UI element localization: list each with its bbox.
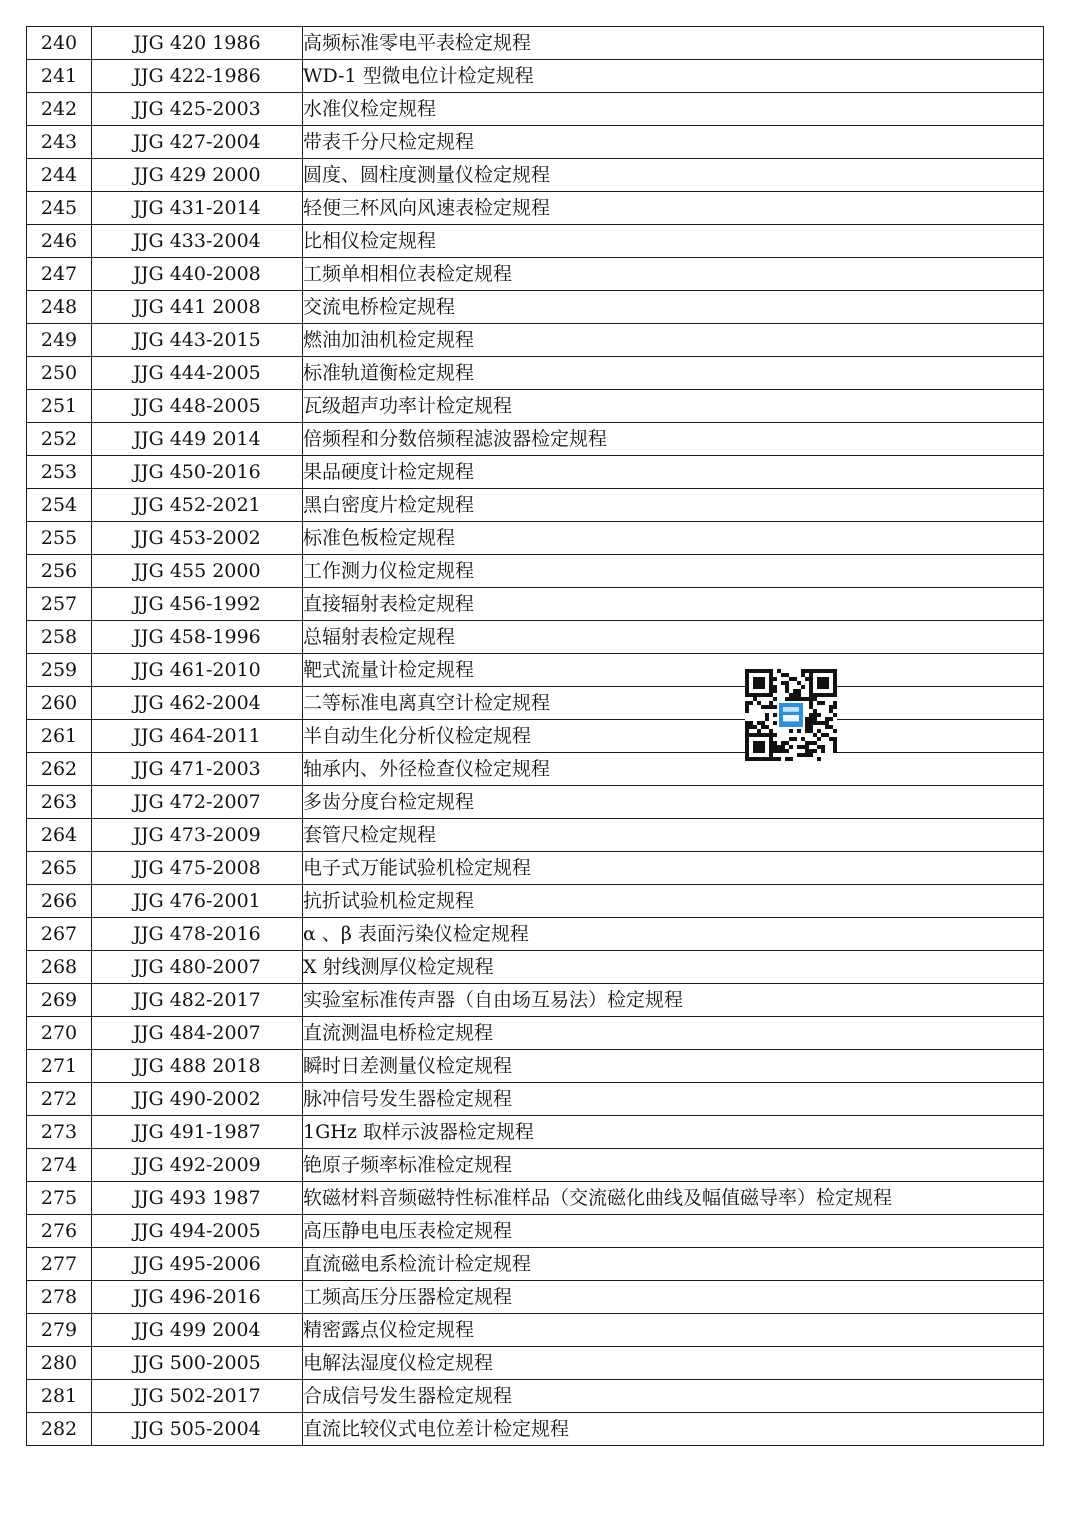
regulation-code: JJG 484-2007 — [92, 1017, 303, 1050]
row-number: 256 — [27, 555, 92, 588]
table-row — [27, 522, 1044, 555]
row-number: 266 — [27, 885, 92, 918]
row-number: 264 — [27, 819, 92, 852]
regulation-code: JJG 492-2009 — [92, 1149, 303, 1182]
regulation-name: 脉冲信号发生器检定规程 — [303, 1083, 1044, 1116]
table-row — [27, 1380, 1044, 1413]
table-row — [27, 819, 1044, 852]
row-number: 248 — [27, 291, 92, 324]
regulation-name: 精密露点仪检定规程 — [303, 1314, 1044, 1347]
row-number: 252 — [27, 423, 92, 456]
table-row — [27, 687, 1044, 720]
regulation-code: JJG 496-2016 — [92, 1281, 303, 1314]
row-number: 280 — [27, 1347, 92, 1380]
row-number: 269 — [27, 984, 92, 1017]
row-number: 268 — [27, 951, 92, 984]
regulation-code: JJG 443-2015 — [92, 324, 303, 357]
table-row — [27, 918, 1044, 951]
table-row — [27, 258, 1044, 291]
regulation-code: JJG 429 2000 — [92, 159, 303, 192]
regulation-code: JJG 431-2014 — [92, 192, 303, 225]
regulation-code: JJG 458-1996 — [92, 621, 303, 654]
row-number: 262 — [27, 753, 92, 786]
table-row — [27, 654, 1044, 687]
table-row — [27, 456, 1044, 489]
regulation-name: 工频高压分压器检定规程 — [303, 1281, 1044, 1314]
regulation-code: JJG 505-2004 — [92, 1413, 303, 1446]
qr-code-icon — [745, 669, 837, 761]
row-number: 271 — [27, 1050, 92, 1083]
table-row — [27, 357, 1044, 390]
table-row — [27, 588, 1044, 621]
table-row — [27, 390, 1044, 423]
regulation-code: JJG 472-2007 — [92, 786, 303, 819]
regulation-code: JJG 452-2021 — [92, 489, 303, 522]
table-row — [27, 852, 1044, 885]
row-number: 249 — [27, 324, 92, 357]
table-row — [27, 126, 1044, 159]
row-number: 258 — [27, 621, 92, 654]
regulation-code: JJG 427-2004 — [92, 126, 303, 159]
regulation-code: JJG 448-2005 — [92, 390, 303, 423]
row-number: 277 — [27, 1248, 92, 1281]
row-number: 250 — [27, 357, 92, 390]
table-row — [27, 1182, 1044, 1215]
regulation-name: 瞬时日差测量仪检定规程 — [303, 1050, 1044, 1083]
regulation-code: JJG 449 2014 — [92, 423, 303, 456]
regulation-code: JJG 490-2002 — [92, 1083, 303, 1116]
regulation-name: X 射线测厚仪检定规程 — [303, 951, 1044, 984]
regulation-name: 总辐射表检定规程 — [303, 621, 1044, 654]
regulation-name: α 、β 表面污染仪检定规程 — [303, 918, 1044, 951]
regulation-name: 带表千分尺检定规程 — [303, 126, 1044, 159]
table-row — [27, 324, 1044, 357]
regulation-name: 实验室标准传声器（自由场互易法）检定规程 — [303, 984, 1044, 1017]
row-number: 278 — [27, 1281, 92, 1314]
regulation-code: JJG 478-2016 — [92, 918, 303, 951]
row-number: 270 — [27, 1017, 92, 1050]
regulation-name: 瓦级超声功率计检定规程 — [303, 390, 1044, 423]
table-row — [27, 489, 1044, 522]
regulation-code: JJG 494-2005 — [92, 1215, 303, 1248]
regulation-name: 高频标准零电平表检定规程 — [303, 27, 1044, 60]
regulation-name: 燃油加油机检定规程 — [303, 324, 1044, 357]
regulation-code: JJG 433-2004 — [92, 225, 303, 258]
table-row — [27, 1017, 1044, 1050]
regulation-code: JJG 493 1987 — [92, 1182, 303, 1215]
row-number: 274 — [27, 1149, 92, 1182]
regulation-name: 标准色板检定规程 — [303, 522, 1044, 555]
regulation-name: 多齿分度台检定规程 — [303, 786, 1044, 819]
row-number: 259 — [27, 654, 92, 687]
regulation-code: JJG 473-2009 — [92, 819, 303, 852]
regulation-code: JJG 444-2005 — [92, 357, 303, 390]
regulation-name: 合成信号发生器检定规程 — [303, 1380, 1044, 1413]
regulation-name: 套管尺检定规程 — [303, 819, 1044, 852]
table-row — [27, 984, 1044, 1017]
regulation-name: 半自动生化分析仪检定规程 — [303, 720, 1044, 753]
regulation-name: 交流电桥检定规程 — [303, 291, 1044, 324]
regulation-name: 工频单相相位表检定规程 — [303, 258, 1044, 291]
row-number: 240 — [27, 27, 92, 60]
regulation-code: JJG 440-2008 — [92, 258, 303, 291]
regulation-name: 软磁材料音频磁特性标准样品（交流磁化曲线及幅值磁导率）检定规程 — [303, 1182, 1044, 1215]
table-row — [27, 93, 1044, 126]
regulation-name: 1GHz 取样示波器检定规程 — [303, 1116, 1044, 1149]
regulation-code: JJG 499 2004 — [92, 1314, 303, 1347]
regulation-code: JJG 441 2008 — [92, 291, 303, 324]
regulation-code: JJG 456-1992 — [92, 588, 303, 621]
regulation-code: JJG 420 1986 — [92, 27, 303, 60]
regulation-code: JJG 482-2017 — [92, 984, 303, 1017]
table-row — [27, 1215, 1044, 1248]
row-number: 245 — [27, 192, 92, 225]
regulation-code: JJG 461-2010 — [92, 654, 303, 687]
regulation-name: 高压静电电压表检定规程 — [303, 1215, 1044, 1248]
regulation-code: JJG 425-2003 — [92, 93, 303, 126]
table-row — [27, 1050, 1044, 1083]
row-number: 241 — [27, 60, 92, 93]
table-row — [27, 225, 1044, 258]
regulation-code: JJG 495-2006 — [92, 1248, 303, 1281]
regulation-name: 比相仪检定规程 — [303, 225, 1044, 258]
row-number: 279 — [27, 1314, 92, 1347]
table-row — [27, 753, 1044, 786]
table-row — [27, 951, 1044, 984]
regulation-name: 直流磁电系检流计检定规程 — [303, 1248, 1044, 1281]
row-number: 276 — [27, 1215, 92, 1248]
table-row — [27, 1413, 1044, 1446]
regulation-name: 轻便三杯风向风速表检定规程 — [303, 192, 1044, 225]
regulation-table-body — [27, 27, 1044, 1446]
table-row — [27, 1347, 1044, 1380]
table-row — [27, 1314, 1044, 1347]
row-number: 267 — [27, 918, 92, 951]
table-row — [27, 192, 1044, 225]
regulation-name: 黑白密度片检定规程 — [303, 489, 1044, 522]
row-number: 253 — [27, 456, 92, 489]
regulation-code: JJG 502-2017 — [92, 1380, 303, 1413]
regulation-name: 抗折试验机检定规程 — [303, 885, 1044, 918]
regulation-code: JJG 422-1986 — [92, 60, 303, 93]
regulation-name: 工作测力仪检定规程 — [303, 555, 1044, 588]
table-row — [27, 786, 1044, 819]
regulation-code: JJG 476-2001 — [92, 885, 303, 918]
table-row — [27, 720, 1044, 753]
row-number: 260 — [27, 687, 92, 720]
table-row — [27, 159, 1044, 192]
regulation-name: 倍频程和分数倍频程滤波器检定规程 — [303, 423, 1044, 456]
regulation-name: 标准轨道衡检定规程 — [303, 357, 1044, 390]
row-number: 275 — [27, 1182, 92, 1215]
regulation-name: WD-1 型微电位计检定规程 — [303, 60, 1044, 93]
row-number: 247 — [27, 258, 92, 291]
row-number: 261 — [27, 720, 92, 753]
table-row — [27, 60, 1044, 93]
row-number: 246 — [27, 225, 92, 258]
table-row — [27, 1083, 1044, 1116]
regulation-code: JJG 450-2016 — [92, 456, 303, 489]
qr-code-graphic — [745, 669, 837, 761]
regulation-name: 靶式流量计检定规程 — [303, 654, 1044, 687]
regulation-code: JJG 453-2002 — [92, 522, 303, 555]
regulation-code: JJG 491-1987 — [92, 1116, 303, 1149]
regulation-code: JJG 455 2000 — [92, 555, 303, 588]
row-number: 244 — [27, 159, 92, 192]
table-row — [27, 1116, 1044, 1149]
row-number: 255 — [27, 522, 92, 555]
regulation-code: JJG 488 2018 — [92, 1050, 303, 1083]
table-row — [27, 291, 1044, 324]
row-number: 254 — [27, 489, 92, 522]
regulation-code: JJG 475-2008 — [92, 852, 303, 885]
regulation-name: 铯原子频率标准检定规程 — [303, 1149, 1044, 1182]
regulation-name: 电子式万能试验机检定规程 — [303, 852, 1044, 885]
table-row — [27, 1281, 1044, 1314]
regulation-name: 二等标准电离真空计检定规程 — [303, 687, 1044, 720]
table-row — [27, 555, 1044, 588]
regulation-name: 直流测温电桥检定规程 — [303, 1017, 1044, 1050]
table-row — [27, 885, 1044, 918]
row-number: 272 — [27, 1083, 92, 1116]
regulation-name: 水准仪检定规程 — [303, 93, 1044, 126]
regulation-code: JJG 480-2007 — [92, 951, 303, 984]
regulation-code: JJG 464-2011 — [92, 720, 303, 753]
row-number: 257 — [27, 588, 92, 621]
regulation-name: 圆度、圆柱度测量仪检定规程 — [303, 159, 1044, 192]
table-row — [27, 1248, 1044, 1281]
row-number: 243 — [27, 126, 92, 159]
regulation-name: 果品硬度计检定规程 — [303, 456, 1044, 489]
row-number: 263 — [27, 786, 92, 819]
row-number: 273 — [27, 1116, 92, 1149]
row-number: 282 — [27, 1413, 92, 1446]
row-number: 281 — [27, 1380, 92, 1413]
regulation-name: 轴承内、外径检查仪检定规程 — [303, 753, 1044, 786]
row-number: 265 — [27, 852, 92, 885]
table-row — [27, 1149, 1044, 1182]
regulation-table — [26, 26, 1044, 1446]
table-row — [27, 423, 1044, 456]
row-number: 242 — [27, 93, 92, 126]
row-number: 251 — [27, 390, 92, 423]
regulation-code: JJG 500-2005 — [92, 1347, 303, 1380]
regulation-name: 直接辐射表检定规程 — [303, 588, 1044, 621]
table-row — [27, 621, 1044, 654]
table-row — [27, 27, 1044, 60]
regulation-name: 直流比较仪式电位差计检定规程 — [303, 1413, 1044, 1446]
regulation-name: 电解法湿度仪检定规程 — [303, 1347, 1044, 1380]
regulation-code: JJG 471-2003 — [92, 753, 303, 786]
regulation-code: JJG 462-2004 — [92, 687, 303, 720]
